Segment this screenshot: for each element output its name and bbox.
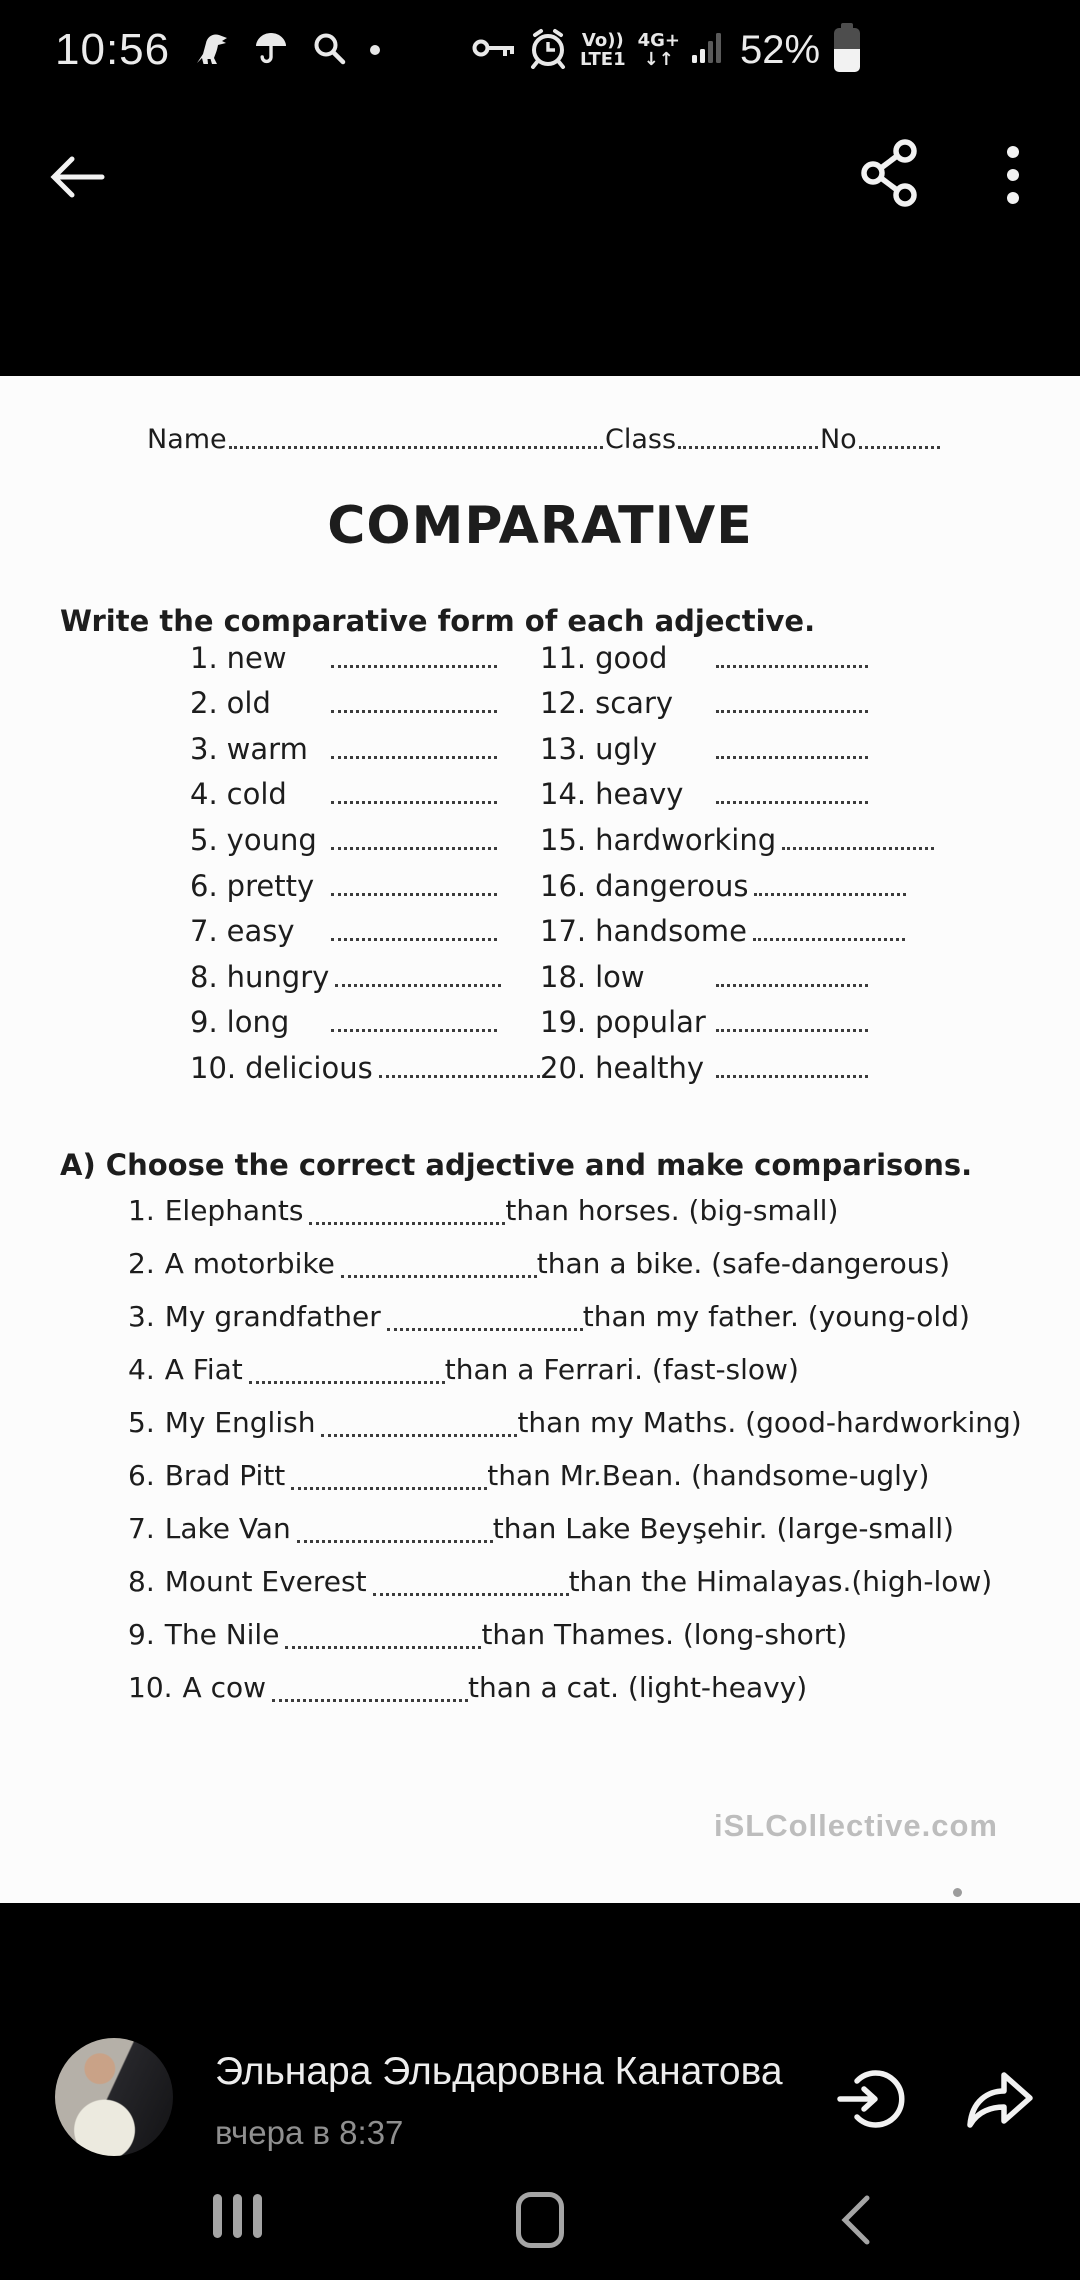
sentence-item: 4. A Fiat than a Ferrari. (fast-slow) [128, 1353, 799, 1386]
forward-share-icon[interactable] [962, 2065, 1036, 2138]
sentence-item: 9. The Nile than Thames. (long-short) [128, 1618, 848, 1651]
sentence-item: 1. Elephants than horses. (big-small) [128, 1194, 839, 1227]
back-icon[interactable] [46, 146, 108, 213]
status-bar [0, 0, 1080, 100]
page-artifact-dot [953, 1888, 962, 1897]
sentence-item: 3. My grandfather than my father. (young-old) [128, 1300, 970, 1333]
sentence-item: 5. My English than my Maths. (good-hardworking) [128, 1406, 1022, 1439]
answer-blank [331, 689, 497, 713]
worksheet-title: COMPARATIVE [327, 496, 753, 556]
post-info-bar [0, 2020, 1080, 2180]
adjective-row: 7. easy 17. handsome [0, 905, 1080, 951]
answer-blank [753, 917, 905, 941]
adjective-row: 4. cold 14. heavy [0, 768, 1080, 814]
post-author[interactable]: Эльнара Эльдаровна Канатова [215, 2050, 783, 2093]
answer-blank [249, 1381, 445, 1384]
sentence-item: 6. Brad Pitt than Mr.Bean. (handsome-ugly) [128, 1459, 930, 1492]
volte-indicator: Vo)) LTE1 [580, 30, 626, 70]
no-label: No [819, 424, 857, 455]
answer-blank [321, 1434, 517, 1437]
key-icon [472, 35, 516, 66]
worksheet-image[interactable] [0, 376, 1080, 1903]
sentence-list [128, 1176, 1058, 1706]
answer-blank [331, 735, 497, 759]
answer-blank [297, 1540, 493, 1543]
adjective-row: 8. hungry 18. low [0, 950, 1080, 996]
adjective-row: 1. new 11. good [0, 631, 1080, 677]
no-blank [859, 446, 940, 449]
dino-pet-icon [194, 30, 230, 71]
notification-dot-icon [370, 45, 380, 55]
sentence-item: 10. A cow than a cat. (light-heavy) [128, 1671, 808, 1704]
answer-blank [387, 1328, 583, 1331]
recents-icon[interactable] [213, 2194, 262, 2238]
sentence-item: 2. A motorbike than a bike. (safe-dangerous) [128, 1247, 951, 1280]
class-label: Class [605, 424, 677, 455]
avatar[interactable] [55, 2038, 173, 2156]
name-label: Name [147, 424, 227, 455]
adjective-row: 3. warm 13. ugly [0, 722, 1080, 768]
answer-blank [716, 963, 868, 987]
answer-blank [379, 1054, 540, 1078]
answer-blank [373, 1593, 569, 1596]
post-date: вчера в 8:37 [215, 2114, 404, 2151]
answer-blank [716, 735, 868, 759]
adjective-list [0, 631, 1080, 1087]
adjective-row: 5. young 15. hardworking [0, 813, 1080, 859]
worksheet-instruction: Write the comparative form of each adjective. [60, 604, 816, 638]
watermark: iSLCollective.com [713, 1808, 998, 1843]
home-icon[interactable] [516, 2192, 564, 2248]
section-a-heading: A) Choose the correct adjective and make comparisons. [60, 1148, 973, 1182]
answer-blank [716, 780, 868, 804]
app-bar [0, 118, 1080, 248]
share-icon[interactable] [858, 138, 922, 213]
answer-blank [331, 917, 497, 941]
answer-blank [341, 1275, 537, 1278]
search-icon [312, 31, 346, 70]
answer-blank [716, 1008, 868, 1032]
answer-blank [331, 644, 497, 668]
nav-back-icon[interactable] [838, 2194, 872, 2251]
network-indicator: 4G+ ↓↑ [637, 30, 680, 70]
worksheet-name-line [147, 426, 942, 454]
answer-blank [716, 689, 868, 713]
sentence-item: 7. Lake Van than Lake Beyşehir. (large-small) [128, 1512, 954, 1545]
answer-blank [309, 1222, 505, 1225]
answer-blank [331, 1008, 497, 1032]
signal-strength-icon [692, 31, 724, 70]
android-nav-bar [0, 2184, 1080, 2280]
answer-blank [782, 826, 934, 850]
sentence-item: 8. Mount Everest than the Himalayas.(high-low) [128, 1565, 993, 1598]
answer-blank [331, 780, 497, 804]
reply-icon[interactable] [836, 2064, 906, 2139]
adjective-row: 2. old 12. scary [0, 677, 1080, 723]
overflow-menu-icon[interactable] [1002, 144, 1024, 211]
answer-blank [335, 963, 501, 987]
answer-blank [331, 872, 497, 896]
battery-icon [834, 28, 860, 72]
answer-blank [291, 1487, 487, 1490]
adjective-row: 10. delicious 20. healthy [0, 1041, 1080, 1087]
clock-time: 10:56 [55, 25, 171, 74]
umbrella-icon [254, 30, 288, 71]
name-blank [229, 446, 603, 449]
answer-blank [754, 872, 906, 896]
class-blank [678, 446, 818, 449]
answer-blank [331, 826, 497, 850]
answer-blank [272, 1699, 468, 1702]
answer-blank [716, 644, 868, 668]
adjective-row: 9. long 19. popular [0, 996, 1080, 1042]
answer-blank [285, 1646, 481, 1649]
alarm-icon [528, 27, 568, 74]
adjective-row: 6. pretty 16. dangerous [0, 859, 1080, 905]
battery-percent: 52% [739, 27, 821, 72]
answer-blank [716, 1054, 868, 1078]
